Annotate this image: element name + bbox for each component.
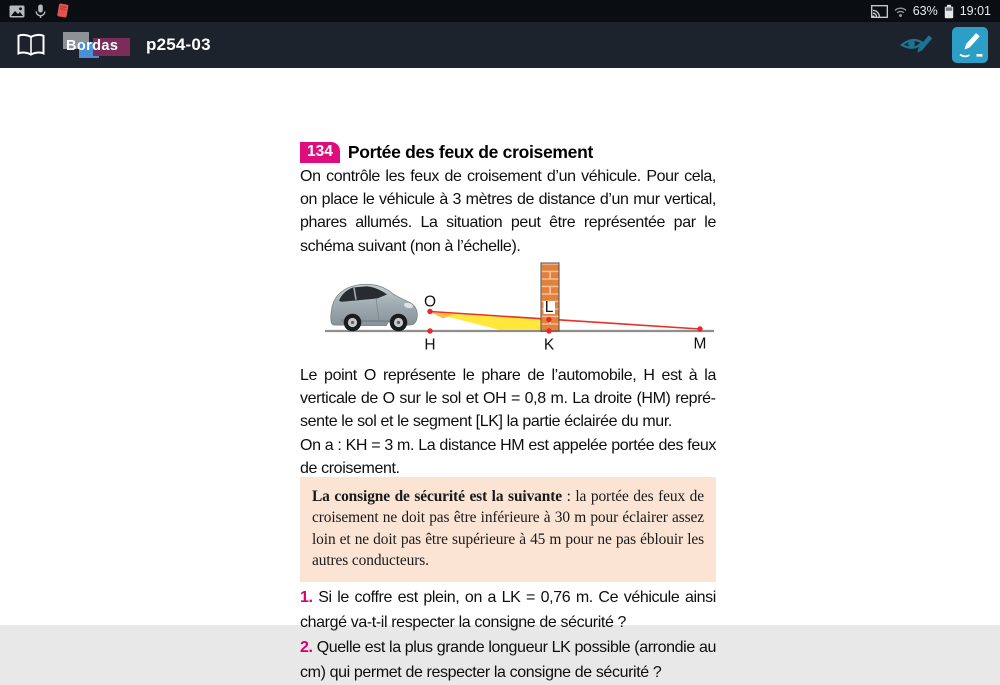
safety-instruction-box <box>300 477 716 582</box>
pencil-icon <box>955 30 985 60</box>
clock: 19:01 <box>959 4 991 18</box>
point-m-dot <box>697 326 702 331</box>
microphone-icon <box>35 4 46 19</box>
annotation-visibility-button[interactable] <box>898 31 934 59</box>
app-toolbar <box>0 22 1000 68</box>
label-l: L <box>544 298 554 316</box>
status-right-cluster <box>871 4 991 19</box>
exercise-diagram <box>300 256 720 356</box>
safety-box-lead: La consigne de sécurité est la suivante <box>312 488 562 505</box>
annotate-button[interactable] <box>952 27 988 63</box>
wifi-icon <box>894 5 907 18</box>
logo-text: Bordas <box>66 37 119 54</box>
status-left-icons <box>9 3 70 19</box>
question-2-number: 2. <box>300 639 313 656</box>
question-2-text: Quelle est la plus grande longueur LK possible (arrondie au cm) qui permet de respecter la consigne de sécurité ? <box>300 639 716 681</box>
status-bar <box>0 0 1000 22</box>
question-2 <box>300 636 716 685</box>
battery-icon <box>944 4 954 19</box>
document-id: p254-03 <box>146 35 211 54</box>
screenshot-icon <box>9 5 25 18</box>
intro-paragraph: On contrôle les feux de croisement d’un véhicule. Pour cela, on place le véhicule à 3 mètres de distance d’un mur vertical, phares allumés. La situation peut être représentée par le schéma suivant (non à l’échelle). <box>300 168 716 255</box>
point-h-dot <box>427 328 432 333</box>
car-illustration <box>331 284 418 331</box>
description-part-2: On a : KH = 3 m. La distance HM est appelée portée des feux de croisement. <box>300 436 716 477</box>
description-part-1: Le point O représente le phare de l’automobile, H est à la verticale de O sur le sol et OH = 0,8 m. La droite (HM) représente le sol et le segment [LK] la partie éclairée du mur. <box>300 367 716 431</box>
question-1-text: Si le coffre est plein, on a LK = 0,76 m. Ce véhicule ainsi chargé va-t-il respecter la consigne de sécurité ? <box>300 589 716 631</box>
library-button[interactable] <box>16 33 46 57</box>
question-1-number: 1. <box>300 589 313 606</box>
question-1 <box>300 586 716 635</box>
document-page <box>0 68 1000 681</box>
exercise-header <box>300 142 716 163</box>
note-icon <box>56 3 70 19</box>
eye-pencil-icon <box>898 31 934 59</box>
label-h: H <box>424 336 436 354</box>
label-m: M <box>693 335 707 353</box>
exercise-title: Portée des feux de croisement <box>347 142 594 162</box>
safety-box-body: : la portée des feux de croisement ne doit pas être inférieure à 30 m pour éclairer assez loin et ne doit pas être supérieure à 45 m pour ne pas éblouir les autres conducteurs. <box>312 488 704 570</box>
bordas-logo[interactable] <box>63 32 131 59</box>
exercise-number-badge: 134 <box>300 142 340 163</box>
battery-percent: 63% <box>912 4 938 18</box>
point-l-dot <box>546 317 551 322</box>
label-o: O <box>423 293 437 311</box>
label-k: K <box>543 336 555 354</box>
open-book-icon <box>16 33 46 57</box>
point-k-dot <box>546 328 551 333</box>
description-paragraph <box>300 364 716 480</box>
cast-icon <box>871 5 888 18</box>
